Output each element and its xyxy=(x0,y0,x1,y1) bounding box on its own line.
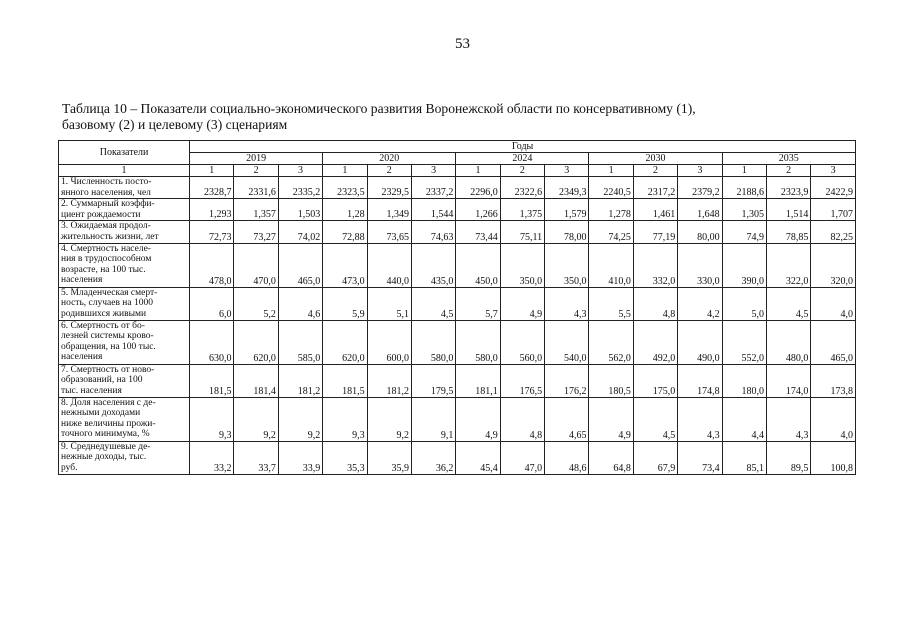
value-cell: 465,0 xyxy=(811,320,856,364)
scenario-number-header: 2 xyxy=(766,165,810,177)
value-cell: 77,19 xyxy=(633,221,677,243)
value-cell: 562,0 xyxy=(589,320,633,364)
value-cell: 4,65 xyxy=(545,397,589,441)
value-cell: 1,648 xyxy=(678,199,722,221)
table-row xyxy=(59,397,856,441)
value-cell: 4,3 xyxy=(678,397,722,441)
value-cell: 560,0 xyxy=(500,320,544,364)
value-cell: 9,2 xyxy=(278,397,322,441)
header-index: 1 xyxy=(59,165,190,177)
value-cell: 620,0 xyxy=(323,320,367,364)
scenario-number-header: 3 xyxy=(545,165,589,177)
value-cell: 332,0 xyxy=(633,243,677,287)
value-cell: 89,5 xyxy=(766,441,810,474)
table-row xyxy=(59,441,856,474)
value-cell: 2349,3 xyxy=(545,177,589,199)
indicator-label-line: населения xyxy=(61,352,103,363)
table-row xyxy=(59,364,856,397)
value-cell: 1,503 xyxy=(278,199,322,221)
indicator-label-line: 6. Смертность от бо- xyxy=(61,320,145,331)
indicator-label-line: 2. Суммарный коэффи- xyxy=(61,199,155,210)
value-cell: 2296,0 xyxy=(456,177,500,199)
value-cell: 80,00 xyxy=(678,221,722,243)
value-cell: 82,25 xyxy=(811,221,856,243)
value-cell: 181,5 xyxy=(323,364,367,397)
value-cell: 1,357 xyxy=(234,199,278,221)
value-cell: 48,6 xyxy=(545,441,589,474)
value-cell: 64,8 xyxy=(589,441,633,474)
value-cell: 470,0 xyxy=(234,243,278,287)
indicator-label-line: 7. Смертность от ново- xyxy=(61,364,155,375)
table-row xyxy=(59,320,856,364)
scenario-number-header: 1 xyxy=(323,165,367,177)
value-cell: 2188,6 xyxy=(722,177,766,199)
indicator-label-line: 8. Доля населения с де- xyxy=(61,397,156,408)
value-cell: 2322,6 xyxy=(500,177,544,199)
value-cell: 4,9 xyxy=(456,397,500,441)
scenario-number-header: 1 xyxy=(190,165,234,177)
value-cell: 4,9 xyxy=(589,397,633,441)
scenario-number-header: 2 xyxy=(633,165,677,177)
value-cell: 552,0 xyxy=(722,320,766,364)
scenario-number-header: 2 xyxy=(234,165,278,177)
value-cell: 600,0 xyxy=(367,320,411,364)
value-cell: 478,0 xyxy=(190,243,234,287)
value-cell: 4,8 xyxy=(633,287,677,320)
value-cell: 1,707 xyxy=(811,199,856,221)
value-cell: 2323,5 xyxy=(323,177,367,199)
scenario-header-row xyxy=(59,165,856,177)
value-cell: 33,9 xyxy=(278,441,322,474)
value-cell: 67,9 xyxy=(633,441,677,474)
value-cell: 179,5 xyxy=(411,364,455,397)
value-cell: 1,278 xyxy=(589,199,633,221)
indicator-label-line: 1. Численность посто- xyxy=(61,177,152,187)
value-cell: 1,28 xyxy=(323,199,367,221)
value-cell: 322,0 xyxy=(766,243,810,287)
value-cell: 9,3 xyxy=(190,397,234,441)
indicator-label-line: жительность жизни, лет xyxy=(61,231,159,242)
value-cell: 410,0 xyxy=(589,243,633,287)
table-body xyxy=(59,177,856,475)
value-cell: 36,2 xyxy=(411,441,455,474)
value-cell: 176,2 xyxy=(545,364,589,397)
indicator-label-line: нежные доходы, тыс. xyxy=(61,452,147,463)
indicator-label-line: обращения, на 100 тыс. xyxy=(61,341,156,352)
value-cell: 490,0 xyxy=(678,320,722,364)
value-cell: 5,7 xyxy=(456,287,500,320)
value-cell: 580,0 xyxy=(456,320,500,364)
indicator-label-line: нежными доходами xyxy=(61,408,141,419)
indicator-label-line: ность, случаев на 1000 xyxy=(61,298,153,309)
value-cell: 180,5 xyxy=(589,364,633,397)
value-cell: 9,2 xyxy=(367,397,411,441)
value-cell: 585,0 xyxy=(278,320,322,364)
value-cell: 435,0 xyxy=(411,243,455,287)
value-cell: 1,349 xyxy=(367,199,411,221)
scenario-number-header: 2 xyxy=(500,165,544,177)
value-cell: 350,0 xyxy=(545,243,589,287)
value-cell: 9,3 xyxy=(323,397,367,441)
value-cell: 2323,9 xyxy=(766,177,810,199)
value-cell: 73,44 xyxy=(456,221,500,243)
year-header: 2024 xyxy=(456,153,589,165)
value-cell: 5,0 xyxy=(722,287,766,320)
indicator-label-line: тыс. населения xyxy=(61,385,122,396)
value-cell: 4,9 xyxy=(500,287,544,320)
indicator-label xyxy=(59,221,190,243)
value-cell: 1,305 xyxy=(722,199,766,221)
value-cell: 4,0 xyxy=(811,397,856,441)
value-cell: 174,0 xyxy=(766,364,810,397)
value-cell: 35,9 xyxy=(367,441,411,474)
value-cell: 9,1 xyxy=(411,397,455,441)
value-cell: 492,0 xyxy=(633,320,677,364)
header-indicators: Показатели xyxy=(59,141,190,165)
value-cell: 5,5 xyxy=(589,287,633,320)
value-cell: 4,2 xyxy=(678,287,722,320)
value-cell: 1,514 xyxy=(766,199,810,221)
value-cell: 74,02 xyxy=(278,221,322,243)
year-header: 2020 xyxy=(323,153,456,165)
indicator-label xyxy=(59,177,190,199)
indicator-label-line: образований, на 100 xyxy=(61,375,143,386)
value-cell: 181,2 xyxy=(367,364,411,397)
table-row xyxy=(59,287,856,320)
value-cell: 4,6 xyxy=(278,287,322,320)
value-cell: 2422,9 xyxy=(811,177,856,199)
indicators-table xyxy=(58,140,856,475)
scenario-number-header: 3 xyxy=(678,165,722,177)
value-cell: 74,9 xyxy=(722,221,766,243)
value-cell: 2379,2 xyxy=(678,177,722,199)
year-header: 2019 xyxy=(190,153,323,165)
indicator-label xyxy=(59,243,190,287)
value-cell: 1,544 xyxy=(411,199,455,221)
value-cell: 175,0 xyxy=(633,364,677,397)
indicator-label-line: циент рождаемости xyxy=(61,209,141,220)
value-cell: 2331,6 xyxy=(234,177,278,199)
indicator-label-line: руб. xyxy=(61,462,78,473)
value-cell: 100,8 xyxy=(811,441,856,474)
table-row xyxy=(59,221,856,243)
value-cell: 33,2 xyxy=(190,441,234,474)
value-cell: 73,27 xyxy=(234,221,278,243)
value-cell: 78,85 xyxy=(766,221,810,243)
value-cell: 74,63 xyxy=(411,221,455,243)
value-cell: 176,5 xyxy=(500,364,544,397)
value-cell: 72,88 xyxy=(323,221,367,243)
value-cell: 6,0 xyxy=(190,287,234,320)
value-cell: 4,0 xyxy=(811,287,856,320)
page-number: 53 xyxy=(455,36,470,52)
value-cell: 1,579 xyxy=(545,199,589,221)
value-cell: 1,293 xyxy=(190,199,234,221)
table-row xyxy=(59,199,856,221)
value-cell: 4,5 xyxy=(633,397,677,441)
indicator-label-line: 5. Младенческая смерт- xyxy=(61,287,158,298)
value-cell: 4,3 xyxy=(766,397,810,441)
value-cell: 181,4 xyxy=(234,364,278,397)
value-cell: 33,7 xyxy=(234,441,278,474)
year-header: 2030 xyxy=(589,153,722,165)
value-cell: 5,1 xyxy=(367,287,411,320)
indicator-label xyxy=(59,441,190,474)
value-cell: 440,0 xyxy=(367,243,411,287)
scenario-number-header: 3 xyxy=(411,165,455,177)
value-cell: 390,0 xyxy=(722,243,766,287)
value-cell: 45,4 xyxy=(456,441,500,474)
value-cell: 620,0 xyxy=(234,320,278,364)
indicator-label-line: точного минимума, % xyxy=(61,429,150,440)
value-cell: 465,0 xyxy=(278,243,322,287)
indicator-label-line: родившихся живыми xyxy=(61,308,147,319)
value-cell: 73,4 xyxy=(678,441,722,474)
indicator-label xyxy=(59,287,190,320)
value-cell: 72,73 xyxy=(190,221,234,243)
value-cell: 2329,5 xyxy=(367,177,411,199)
indicator-label-line: 3. Ожидаемая продол- xyxy=(61,221,151,232)
indicator-label-line: 4. Смертность населе- xyxy=(61,243,151,254)
value-cell: 4,8 xyxy=(500,397,544,441)
value-cell: 540,0 xyxy=(545,320,589,364)
value-cell: 580,0 xyxy=(411,320,455,364)
value-cell: 1,375 xyxy=(500,199,544,221)
value-cell: 1,461 xyxy=(633,199,677,221)
scenario-number-header: 1 xyxy=(722,165,766,177)
value-cell: 2240,5 xyxy=(589,177,633,199)
value-cell: 5,9 xyxy=(323,287,367,320)
value-cell: 173,8 xyxy=(811,364,856,397)
value-cell: 181,2 xyxy=(278,364,322,397)
indicator-label xyxy=(59,199,190,221)
value-cell: 320,0 xyxy=(811,243,856,287)
indicator-label-line: возрасте, на 100 тыс. xyxy=(61,264,146,275)
indicator-label-line: янного населения, чел xyxy=(61,187,151,198)
table-row xyxy=(59,243,856,287)
value-cell: 5,2 xyxy=(234,287,278,320)
value-cell: 47,0 xyxy=(500,441,544,474)
value-cell: 2328,7 xyxy=(190,177,234,199)
year-header: 2035 xyxy=(722,153,855,165)
value-cell: 78,00 xyxy=(545,221,589,243)
table-row xyxy=(59,177,856,199)
caption-line-2: базовому (2) и целевому (3) сценариям xyxy=(62,117,288,132)
table-caption xyxy=(62,101,856,133)
scenario-number-header: 2 xyxy=(367,165,411,177)
value-cell: 181,5 xyxy=(190,364,234,397)
indicator-label-line: лезней системы крово- xyxy=(61,331,154,342)
value-cell: 330,0 xyxy=(678,243,722,287)
value-cell: 85,1 xyxy=(722,441,766,474)
indicator-label xyxy=(59,320,190,364)
value-cell: 473,0 xyxy=(323,243,367,287)
value-cell: 174,8 xyxy=(678,364,722,397)
indicator-label-line: населения xyxy=(61,275,103,286)
value-cell: 2337,2 xyxy=(411,177,455,199)
indicator-label-line: 9. Среднедушевые де- xyxy=(61,441,151,452)
value-cell: 74,25 xyxy=(589,221,633,243)
indicator-label-line: ниже величины прожи- xyxy=(61,418,156,429)
scenario-number-header: 3 xyxy=(811,165,856,177)
value-cell: 350,0 xyxy=(500,243,544,287)
value-cell: 4,3 xyxy=(545,287,589,320)
value-cell: 2317,2 xyxy=(633,177,677,199)
value-cell: 4,5 xyxy=(411,287,455,320)
value-cell: 73,65 xyxy=(367,221,411,243)
value-cell: 9,2 xyxy=(234,397,278,441)
indicator-label xyxy=(59,364,190,397)
scenario-number-header: 1 xyxy=(589,165,633,177)
value-cell: 181,1 xyxy=(456,364,500,397)
value-cell: 480,0 xyxy=(766,320,810,364)
caption-line-1: Таблица 10 – Показатели социально-экономического развития Воронежской области по консервативному (1), xyxy=(62,101,696,116)
value-cell: 2335,2 xyxy=(278,177,322,199)
value-cell: 4,4 xyxy=(722,397,766,441)
value-cell: 1,266 xyxy=(456,199,500,221)
header-years: Годы xyxy=(190,141,856,153)
value-cell: 450,0 xyxy=(456,243,500,287)
indicator-label-line: ния в трудоспособном xyxy=(61,254,152,265)
scenario-number-header: 3 xyxy=(278,165,322,177)
indicator-label xyxy=(59,397,190,441)
value-cell: 35,3 xyxy=(323,441,367,474)
value-cell: 4,5 xyxy=(766,287,810,320)
value-cell: 630,0 xyxy=(190,320,234,364)
value-cell: 180,0 xyxy=(722,364,766,397)
value-cell: 75,11 xyxy=(500,221,544,243)
scenario-number-header: 1 xyxy=(456,165,500,177)
